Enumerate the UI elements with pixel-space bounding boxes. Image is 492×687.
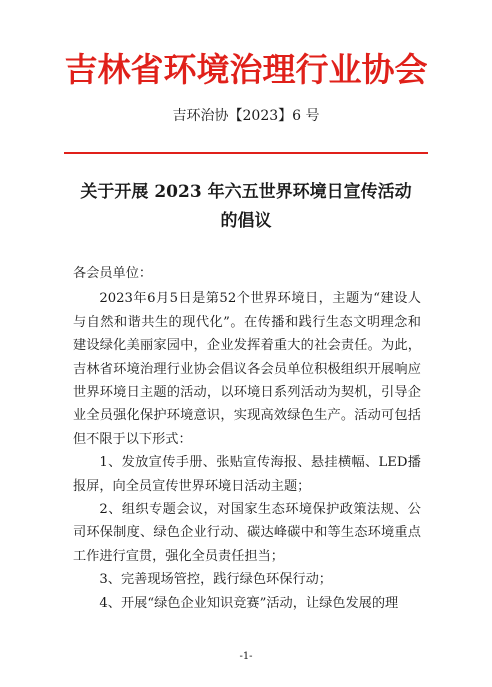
document-number: 吉环治协【2023】6 号: [172, 108, 320, 124]
document-title: [60, 178, 432, 236]
body-paragraph-item-1: 1、发放宣传手册、张贴宣传海报、悬挂横幅、LED播报屏，向全员宣传世界环境日活动主题；: [73, 455, 421, 494]
document-title-line-1: 关于开展 2023 年六五世界环境日宣传活动: [80, 182, 412, 202]
body-paragraph-item-3: 3、完善现场管控，践行绿色环保行动；: [99, 572, 332, 588]
red-divider-line: [64, 152, 428, 154]
document-title-line-2: 的倡议: [220, 211, 272, 231]
body-paragraph-intro: 2023年6月5日是第52个世界环境日，主题为“建设人与自然和谐共生的现代化”。在传播和践行生态文明理念和建设绿化美丽家园中，企业发挥着重大的社会责任。为此，吉林省环境治理行业协会倡议各会员单位积极组织开展响应世界环境日主题的活动，以环境日系列活动为契机，引导企业全员强化保护环境意识，实现高效绿色生产。活动可包括但不限于以下形式：: [73, 291, 421, 447]
organization-header: 吉林省环境治理行业协会: [64, 50, 428, 89]
salutation: 各会员单位：: [73, 266, 153, 281]
body-paragraph-item-4: 4、开展“绿色企业知识竞赛”活动，让绿色发展的理: [99, 595, 399, 611]
body-paragraph-item-2: 2、组织专题会议，对国家生态环境保护政策法规、公司环保制度、绿色企业行动、碳达峰碳中和等生态环境重点工作进行宣贯，强化全员责任担当；: [73, 502, 421, 564]
document-body: [73, 262, 421, 615]
page-number: -1-: [239, 651, 253, 662]
